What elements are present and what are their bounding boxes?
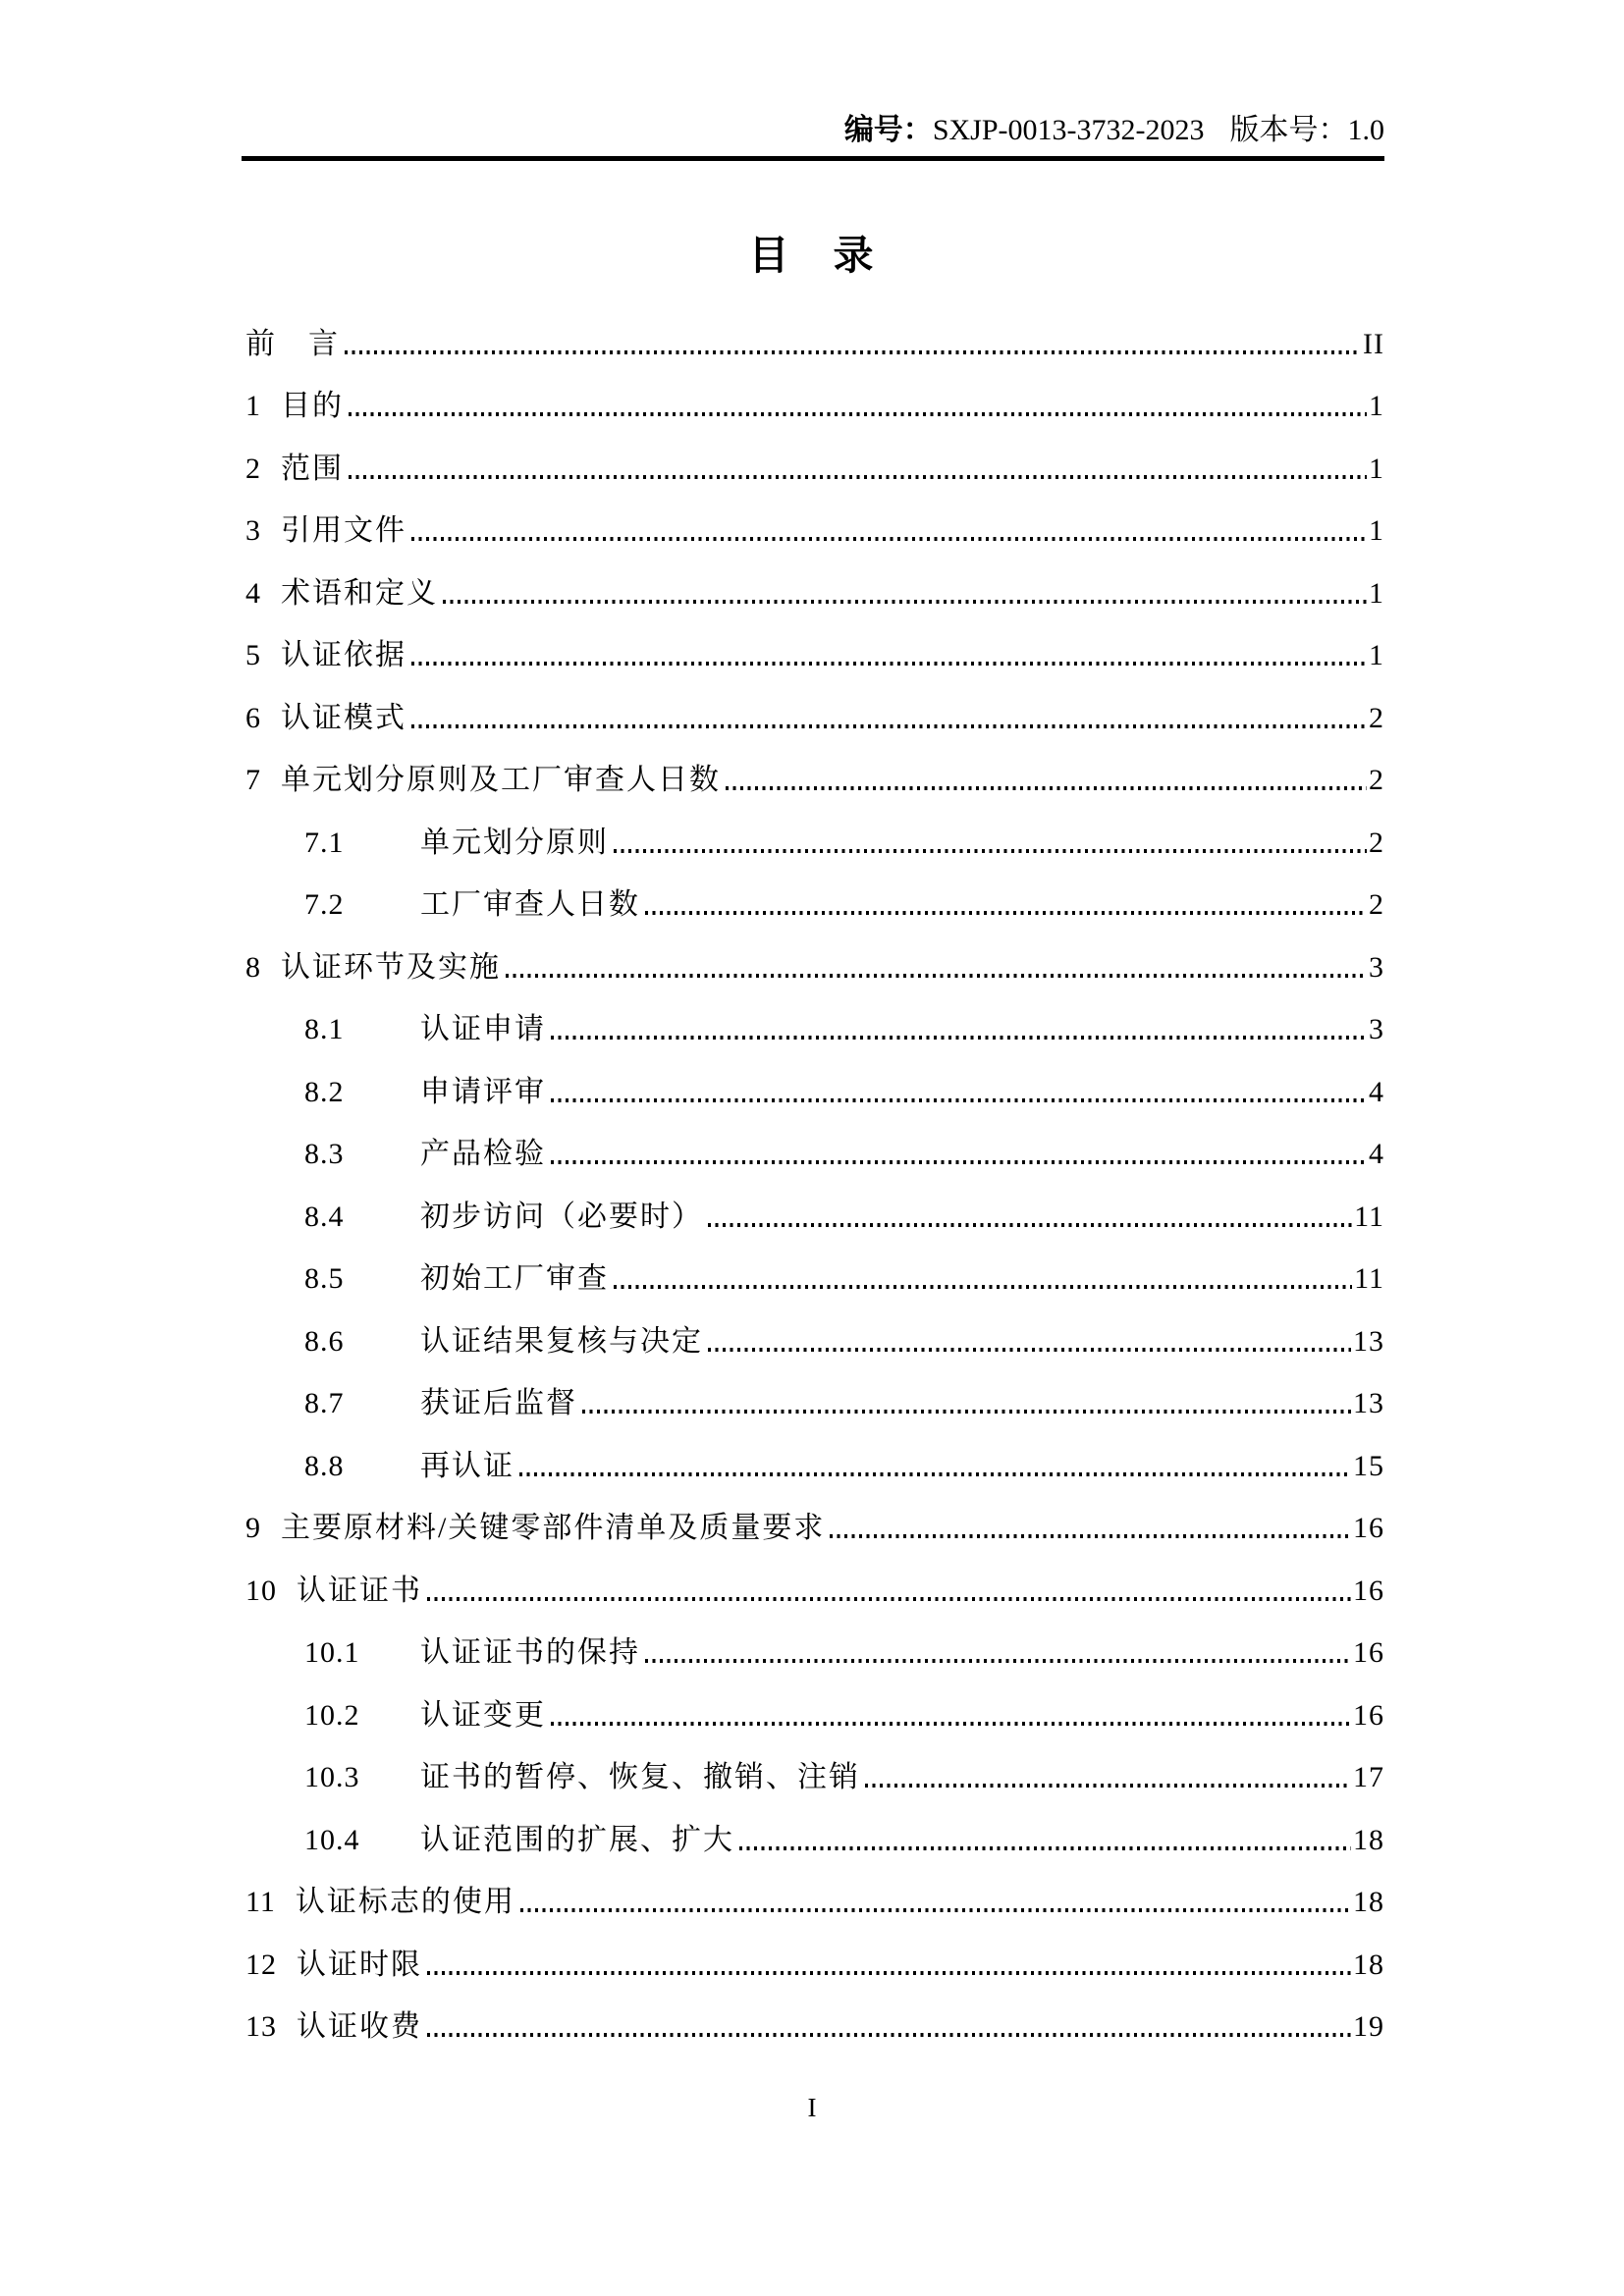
toc-entry-page: 1 [1369,639,1384,672]
toc-entry-label: 范围 [281,452,344,485]
dot-leader [411,537,1367,541]
toc-entry-number: 10.4 [304,1823,360,1856]
dot-leader [519,1472,1351,1476]
toc-entry [245,298,1384,361]
page-title: 目 录 [748,233,876,278]
toc-entry-label: 获证后监督 [420,1387,577,1420]
dot-leader [411,724,1367,728]
toc-entry-number: 7 [245,764,261,797]
toc-entry [245,1919,1384,1982]
toc-entry [245,1545,1384,1608]
toc-entry-label: 认证证书 [297,1574,422,1607]
toc-entry [245,1857,1384,1920]
dot-leader [427,2033,1351,2037]
toc-entry [245,1794,1384,1857]
toc-entry-label: 认证环节及实施 [281,950,501,984]
toc-entry-number: 7.1 [304,826,345,859]
toc-entry [245,1359,1384,1421]
toc-entry-label: 术语和定义 [281,576,438,610]
toc-entry-page: 16 [1353,1636,1384,1670]
toc-entry-label: 初始工厂审查 [420,1262,609,1296]
toc-entry-page: 11 [1354,1200,1384,1233]
dot-leader [443,600,1367,604]
dot-leader [582,1410,1351,1414]
toc-entry-page: 3 [1369,1013,1384,1046]
toc-entry-label: 申请评审 [420,1075,546,1108]
toc-entry-page: 13 [1353,1324,1384,1358]
header-rule [242,156,1384,161]
document-header [844,116,1384,145]
toc-entry [245,1046,1384,1109]
toc-entry-label: 前 言 [245,327,340,360]
toc-entry [245,1171,1384,1234]
toc-entry-label: 认证标志的使用 [295,1886,515,1919]
toc-entry [245,985,1384,1047]
toc-entry-number: 8.8 [304,1449,345,1482]
toc-entry-number: 8.1 [304,1013,345,1046]
dot-leader [739,1846,1351,1850]
dot-leader [427,1597,1351,1601]
dot-leader [345,350,1361,354]
dot-leader [645,1659,1351,1663]
toc-entry-number: 8.7 [304,1387,345,1420]
toc-entry-page: 16 [1353,1574,1384,1607]
toc-entry-page: 2 [1369,701,1384,734]
toc-entry [245,486,1384,549]
toc-entry-page: 4 [1369,1138,1384,1171]
toc-entry-page: 2 [1369,826,1384,859]
dot-leader [726,786,1367,790]
toc-entry-number: 8 [245,950,261,984]
toc-entry-page: 18 [1353,1823,1384,1856]
toc-entry-page: 1 [1369,514,1384,548]
toc-entry-number: 8.4 [304,1200,345,1233]
toc-entry-page: 1 [1369,452,1384,485]
toc-entry [245,1483,1384,1546]
toc-entry-page: 18 [1353,1886,1384,1919]
toc-entry-number: 13 [245,2010,277,2044]
toc-entry-page: 1 [1369,576,1384,610]
toc-entry-page: 2 [1369,764,1384,797]
toc-entry-label: 认证时限 [297,1948,422,1981]
toc-entry-label: 认证申请 [420,1013,546,1046]
dot-leader [708,1223,1352,1227]
toc-entry-number: 8.5 [304,1262,345,1296]
toc-entry-page: 17 [1353,1761,1384,1794]
toc-entry-page: 16 [1353,1698,1384,1732]
toc-entry-label: 认证变更 [420,1698,546,1732]
dot-leader [614,1285,1352,1289]
toc-entry [245,672,1384,735]
dot-leader [645,911,1367,915]
toc-entry-label: 单元划分原则 [420,826,609,859]
toc-entry-label: 引用文件 [281,514,406,548]
toc-entry [245,1420,1384,1483]
toc-entry [245,611,1384,673]
toc-entry-label: 认证结果复核与决定 [420,1324,703,1358]
toc-entry [245,1296,1384,1359]
toc-entry-label: 认证范围的扩展、扩大 [420,1823,734,1856]
dot-leader [411,662,1367,666]
toc-entry-label: 再认证 [420,1449,514,1482]
dot-leader [506,974,1367,978]
toc-entry-number: 10.2 [304,1698,360,1732]
toc-entry-number: 8.3 [304,1138,345,1171]
dot-leader [551,1098,1367,1102]
toc-entry [245,922,1384,985]
version-label: 版本号： [1229,114,1348,146]
toc-entry-number: 8.2 [304,1075,345,1108]
doc-number-label: 编号： [843,114,933,146]
toc-entry-page: 15 [1353,1449,1384,1482]
toc-entry-label: 认证模式 [281,701,406,734]
toc-entry-page: 3 [1369,950,1384,984]
toc-entry-page: 18 [1353,1948,1384,1981]
toc-entry-label: 认证依据 [281,639,406,672]
toc-entry-number: 2 [245,452,261,485]
toc-entry-label: 单元划分原则及工厂审查人日数 [281,764,721,797]
toc-entry-page: 16 [1353,1512,1384,1545]
toc-entry-page: 4 [1369,1075,1384,1108]
toc-entry [245,1982,1384,2045]
doc-number-value: SXJP-0013-3732-2023 [932,114,1205,146]
toc-entry [245,1670,1384,1733]
dot-leader [520,1908,1351,1912]
dot-leader [551,1722,1351,1726]
toc-entry [245,860,1384,923]
toc-entry-number: 12 [245,1948,277,1981]
toc-entry [245,548,1384,611]
toc-entry-number: 8.6 [304,1324,345,1358]
dot-leader [349,475,1367,479]
toc-entry-label: 工厂审查人日数 [420,888,640,922]
toc-entry [245,1234,1384,1297]
toc-entry-number: 9 [245,1512,261,1545]
dot-leader [614,849,1367,853]
dot-leader [551,1036,1367,1040]
toc-entry [245,735,1384,798]
toc-entry-number: 7.2 [304,888,345,922]
toc-entry-number: 3 [245,514,261,548]
dot-leader [865,1784,1351,1788]
table-of-contents [245,298,1384,2044]
toc-entry-page: 11 [1354,1262,1384,1296]
toc-entry-page: 19 [1353,2010,1384,2044]
toc-entry-label: 认证收费 [297,2010,422,2044]
toc-entry-page: II [1363,327,1384,360]
toc-entry [245,361,1384,424]
toc-entry-number: 10.3 [304,1761,360,1794]
dot-leader [427,1971,1351,1975]
toc-entry-page: 1 [1369,390,1384,423]
toc-entry [245,797,1384,860]
dot-leader [708,1348,1351,1352]
toc-entry [245,1733,1384,1795]
toc-entry [245,1608,1384,1671]
toc-entry-page: 13 [1353,1387,1384,1420]
dot-leader [349,412,1367,416]
toc-entry-number: 4 [245,576,261,610]
toc-entry-label: 初步访问（必要时） [420,1200,703,1233]
toc-entry [245,423,1384,486]
toc-entry-number: 5 [245,639,261,672]
dot-leader [551,1160,1367,1164]
toc-entry [245,1109,1384,1172]
toc-entry-number: 6 [245,701,261,734]
version-value: 1.0 [1347,114,1384,146]
toc-entry-label: 目的 [281,390,344,423]
toc-entry-number: 11 [245,1886,276,1919]
toc-entry-number: 10 [245,1574,277,1607]
toc-entry-label: 主要原材料/关键零部件清单及质量要求 [281,1512,826,1545]
toc-entry-number: 1 [245,390,261,423]
toc-entry-label: 证书的暂停、恢复、撤销、注销 [420,1761,860,1794]
toc-entry-label: 产品检验 [420,1138,546,1171]
toc-entry-label: 认证证书的保持 [420,1636,640,1670]
footer-page-number: I [807,2093,817,2122]
dot-leader [830,1534,1351,1538]
toc-entry-number: 10.1 [304,1636,360,1670]
toc-entry-page: 2 [1369,888,1384,922]
